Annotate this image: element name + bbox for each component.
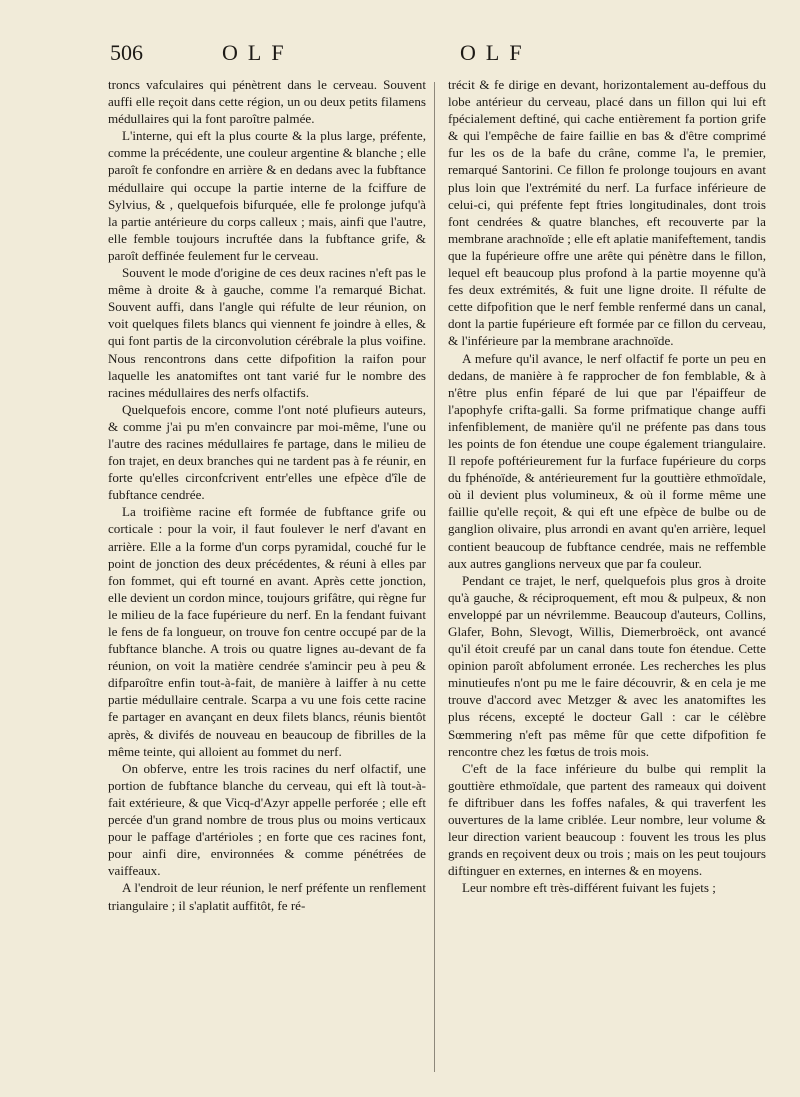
column-divider (434, 82, 435, 1072)
paragraph: Pendant ce trajet, le nerf, quelquefois plus gros à droite qu'à gauche, & réciproquement, eft mou & pulpeux, & non enveloppé par un névrilemme. Beaucoup d'auteurs, Collins, Glafer, Bohn, Slevogt, Willis, Diemerbroëck, ont avancé qu'il étoit creufé par un canal dans toute fon étendue. Cette opinion paroît abfolument erronée. Les recherches les plus minutieufes n'ont pu me le faire découvrir, & en cela je me trouve d'accord avec Metzger & avec les anatomiftes les plus récens, excepté le docteur Gall : car le célèbre Sœmmering n'eft pas même fûr que cette difpofition fe rencontre chez les fœtus de trois mois. (448, 572, 766, 759)
paragraph: Souvent le mode d'origine de ces deux racines n'eft pas le même à droite & à gauche, comme l'a remarqué Bichat. Souvent auffi, dans l'angle qui réfulte de leur réunion, on voit quelques filets blancs qui viennent fe joindre à elles, & qui font partis de la circonvolution cérébrale la plus voifine. Nous rencontrons dans cette difpofition la raifon pour laquelle les anatomiftes ont tant varié fur le nombre des racines médullaires des nerfs olfactifs. (108, 265, 426, 400)
paragraph: troncs vafculaires qui pénètrent dans le cerveau. Souvent auffi elle reçoit dans cette région, un ou deux petits filamens médullaires qui la font paroître palmée. (108, 77, 426, 127)
paragraph: Quelquefois encore, comme l'ont noté plufieurs auteurs, & comme j'ai pu m'en convaincre par moi-même, l'une ou l'autre des racines médullaires fe partage, dans le milieu de fon trajet, en deux branches qui ne tardent pas à fe réunir, en forte qu'elles circonfcrivent entr'elles une efpèce d'île de fubftance cendrée. (108, 401, 426, 503)
running-title-right: OLF (460, 40, 532, 65)
paragraph: L'interne, qui eft la plus courte & la plus large, préfente, comme la précédente, une couleur argentine & blanche ; elle paroît fe confondre en arrière & en dedans avec la fubftance médullaire qui occupe la partie interne de la fciffure de Sylvius, & , quelquefois bifurquée, elle fe prolonge jufqu'à la partie antérieure du corps calleux ; mais, ainfi que l'autre, elle femble toujours incruftée dans la fubftance grife, & paroît deffinée feulement fur le cerveau. (108, 128, 426, 263)
paragraph: trécit & fe dirige en devant, horizontalement au-deffous du lobe antérieur du cerveau, placé dans un fillon qui lui eft fpécialement deftiné, qui cache entièrement fa portion grife & qui l'empêche de faire faillie en bas & d'être comprimé fur les os de la bafe du crâne, comme l'a, le premier, remarqué Santorini. Ce fillon fe prolonge toujours en avant plus loin que l'extrémité du nerf. La furface inférieure de celui-ci, qui préfente fept ftries longitudinales, dont trois font cendrées & quatre blanches, eft recouverte par la membrane arachnoïde ; elle eft aplatie manifeftement, tandis que la fupérieure offre une arête qui pénètre dans le fillon, lequel eft beaucoup plus profond à la partie moyenne qu'à fes deux extrémités, & fuit une ligne droite. Il réfulte de cette difpofition que le nerf femble renfermé dans un canal, dont la partie fupérieure eft formée par ce fillon du cerveau, & l'inférieure par la membrane arachnoïde. (448, 77, 766, 349)
paragraph: Leur nombre eft très-différent fuivant les fujets ; (462, 880, 716, 896)
paragraph: A l'endroit de leur réunion, le nerf préfente un renflement triangulaire ; il s'aplatit auffitôt, fe ré- (108, 880, 426, 913)
paragraph: On obferve, entre les trois racines du nerf olfactif, une portion de fubftance blanche du cerveau, qui eft là tout-à-fait extérieure, & que Vicq-d'Azyr appelle perforée ; elle eft percée d'un grand nombre de trous plus ou moins verticaux pour le paffage d'artérioles ; en forte que ces racines font, pour ainfi dire, environnées & comme pénétrées de vaiffeaux. (108, 760, 426, 879)
right-column (448, 76, 766, 1076)
paragraph: La troifième racine eft formée de fubftance grife ou corticale : pour la voir, il faut foulever le nerf d'avant en arrière. Elle a la forme d'un corps pyramidal, couché fur le point de jonction des deux précédentes, & réuni à elles par fon fommet, qui eft tourné en avant. Après cette jonction, elle devient un cordon mince, toujours grifâtre, qui règne fur le milieu de la face fupérieure du nerf. En la fendant fuivant le fens de fa longueur, on trouve fon centre occupé par de la fubftance blanche. A trois ou quatre lignes au-devant de fa réunion, on voit la matière cendrée s'amincir peu à peu & difparoître enfin tout-à-fait, de manière à laiffer à nu cette partie médullaire centrale. Scarpa a vu une fois cette racine fe partager en avançant en deux filets blancs, réunis bientôt après, & divifés de nouveau en beaucoup de fibrilles de la même teinte, qui alloient au fommet du nerf. (108, 504, 426, 759)
paragraph: A mefure qu'il avance, le nerf olfactif fe porte un peu en dedans, de manière à fe rapprocher de fon femblable, & à n'être plus enfin féparé de lui que par l'épaiffeur de l'apophyfe crifta-galli. Sa forme prifmatique change auffi infenfiblement, de manière qu'il ne préfente pas dans tous les points de fon étendue une coupe également triangulaire. Il repofe poftérieurement fur la furface fupérieure du corps du fphénoïde, & antérieurement fur la gouttière ethmoïdale, où il devient plus volumineux, & où il forme même une faillie qu'elle reçoit, & qui eft une efpèce de bulbe ou de ganglion olivaire, plus arrondi en avant qu'en arrière, lequel contient beaucoup de fubftance cendrée, mais ne reffemble aux autres ganglions nerveux que par fa couleur. (448, 350, 766, 571)
left-column (108, 76, 426, 1076)
paragraph: C'eft de la face inférieure du bulbe qui remplit la gouttière ethmoïdale, que partent des rameaux qui doivent fe diftribuer dans les foffes nafales, & qui traverfent les ouvertures de la lame criblée. Leur nombre, leur volume & leur direction varient beaucoup : fouvent les trous les plus grands en reçoivent deux ou trois ; mais on les peut toujours diftinguer en externes, en internes & en moyens. (448, 760, 766, 879)
page-header (110, 40, 738, 70)
page-number: 506 (110, 40, 143, 65)
running-title-left: OLF (222, 40, 294, 65)
